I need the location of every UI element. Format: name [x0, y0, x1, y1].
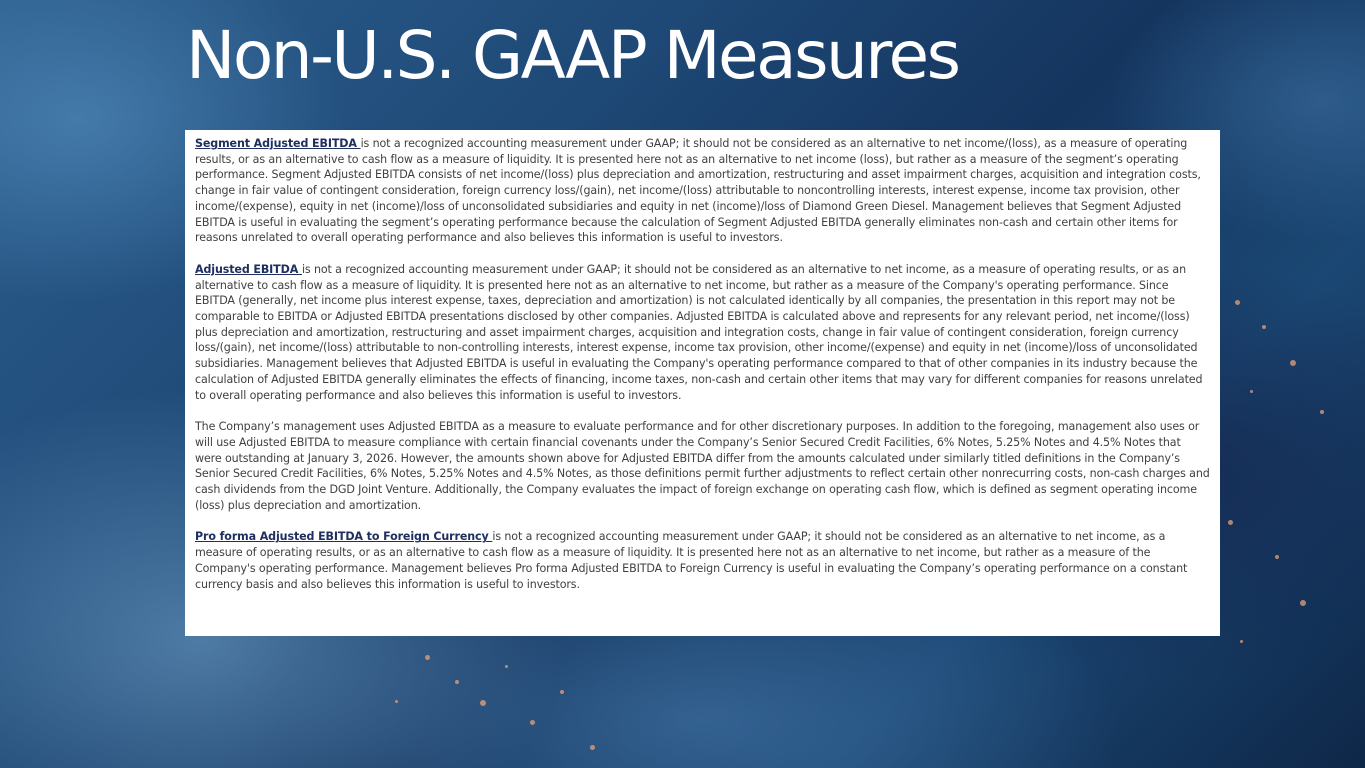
sparkle [1320, 410, 1324, 414]
segment-adjusted-ebitda-paragraph [195, 136, 1210, 246]
management-use-text: The Company’s management uses Adjusted EBITDA as a measure to evaluate performance and for other discretionary purposes. In addition to the foregoing, management also uses or will use Adjusted EBITDA to measure compliance with certain financial covenants under the Company’s Senior Secured Credit Facilities, 6% Notes, 5.25% Notes and 4.5% Notes that were outstanding at January 3, 2026. However, the amounts shown above for Adjusted EBITDA differ from the amounts calculated under similarly titled definitions in the Company’s Senior Secured Credit Facilities, 6% Notes, 5.25% Notes and 4.5% Notes, as those definitions permit further adjustments to reflect certain other nonrecurring costs, non-cash charges and cash dividends from the DGD Joint Venture. Additionally, the Company evaluates the impact of foreign exchange on operating cash flow, which is defined as segment operating income (loss) plus depreciation and amortization. [195, 420, 1210, 512]
pro-forma-text: is not a recognized accounting measurement under GAAP; it should not be considered as an alternative to net income, as a measure of operating results, or as an alternative to cash flow as a measure of liquidity. It is presented here not as an alternative to net income, but rather as a measure of the Company's operating performance. Management believes Pro forma Adjusted EBITDA to Foreign Currency is useful in evaluating the Company’s operating performance on a constant currency basis and also believes this information is useful to investors. [195, 530, 1188, 591]
sparkle [480, 700, 486, 706]
adjusted-ebitda-paragraph [195, 262, 1210, 403]
management-use-paragraph [195, 419, 1210, 513]
adjusted-ebitda-term: Adjusted EBITDA [195, 262, 302, 276]
sparkle [590, 745, 595, 750]
slide-title: Non-U.S. GAAP Measures [186, 17, 959, 94]
segment-adjusted-ebitda-text: is not a recognized accounting measurement under GAAP; it should not be considered as an alternative to net income/(loss), as a measure of operating results, or as an alternative to cash flow as a measure of liquidity. It is presented here not as an alternative to net income (loss), but rather as a measure of the segment’s operating performance. Segment Adjusted EBITDA consists of net income/(loss) plus depreciation and amortization, restructuring and asset impairment charges, acquisition and integration costs, change in fair value of contingent consideration, foreign currency loss/(gain), net income/(loss) attributable to noncontrolling interests, interest expense, income tax provision, other income/(expense), equity in net (income)/loss of unconsolidated subsidiaries and equity in net (income)/loss of Diamond Green Diesel. Management believes that Segment Adjusted EBITDA is useful in evaluating the segment’s operating performance because the calculation of Segment Adjusted EBITDA generally eliminates non-cash and certain other items for reasons unrelated to overall operating performance and also believes this information is useful to investors. [195, 137, 1201, 245]
sparkle [395, 700, 398, 703]
sparkle [1262, 325, 1266, 329]
pro-forma-term: Pro forma Adjusted EBITDA to Foreign Currency [195, 530, 493, 544]
adjusted-ebitda-text: is not a recognized accounting measurement under GAAP; it should not be considered as an alternative to net income, as a measure of operating results, or as an alternative to cash flow as a measure of liquidity. It is presented here not as an alternative to net income, but rather as a measure of the Company's operating performance. Since EBITDA (generally, net income plus interest expense, taxes, depreciation and amortization) is not calculated identically by all companies, the presentation in this report may not be comparable to EBITDA or Adjusted EBITDA presentations disclosed by other companies. Adjusted EBITDA is calculated above and represents for any relevant period, net income/(loss) plus depreciation and amortization, restructuring and asset impairment charges, acquisition and integration costs, change in fair value of contingent consideration, foreign currency loss/(gain), net income/(loss) attributable to non-controlling interests, interest expense, income tax provision, other income/(expense) and equity in net (income)/loss of unconsolidated subsidiaries. Management believes that Adjusted EBITDA is useful in evaluating the Company's operating performance compared to that of other companies in its industry because the calculation of Adjusted EBITDA generally eliminates the effects of financing, income taxes, non-cash and certain other items that may vary for different companies for reasons unrelated to overall operating performance and also believes this information is useful to investors. [195, 262, 1203, 402]
sparkle [1250, 390, 1253, 393]
sparkle [560, 690, 564, 694]
pro-forma-paragraph [195, 529, 1210, 592]
content-panel [185, 130, 1220, 636]
sparkle [1240, 640, 1243, 643]
segment-adjusted-ebitda-term: Segment Adjusted EBITDA [195, 137, 361, 150]
sparkle [1300, 600, 1306, 606]
sparkle [455, 680, 459, 684]
sparkle [1290, 360, 1296, 366]
sparkle [425, 655, 430, 660]
sparkle [505, 665, 508, 668]
sparkle [1235, 300, 1240, 305]
sparkle [530, 720, 535, 725]
sparkle [1228, 520, 1233, 525]
sparkle [1275, 555, 1279, 559]
